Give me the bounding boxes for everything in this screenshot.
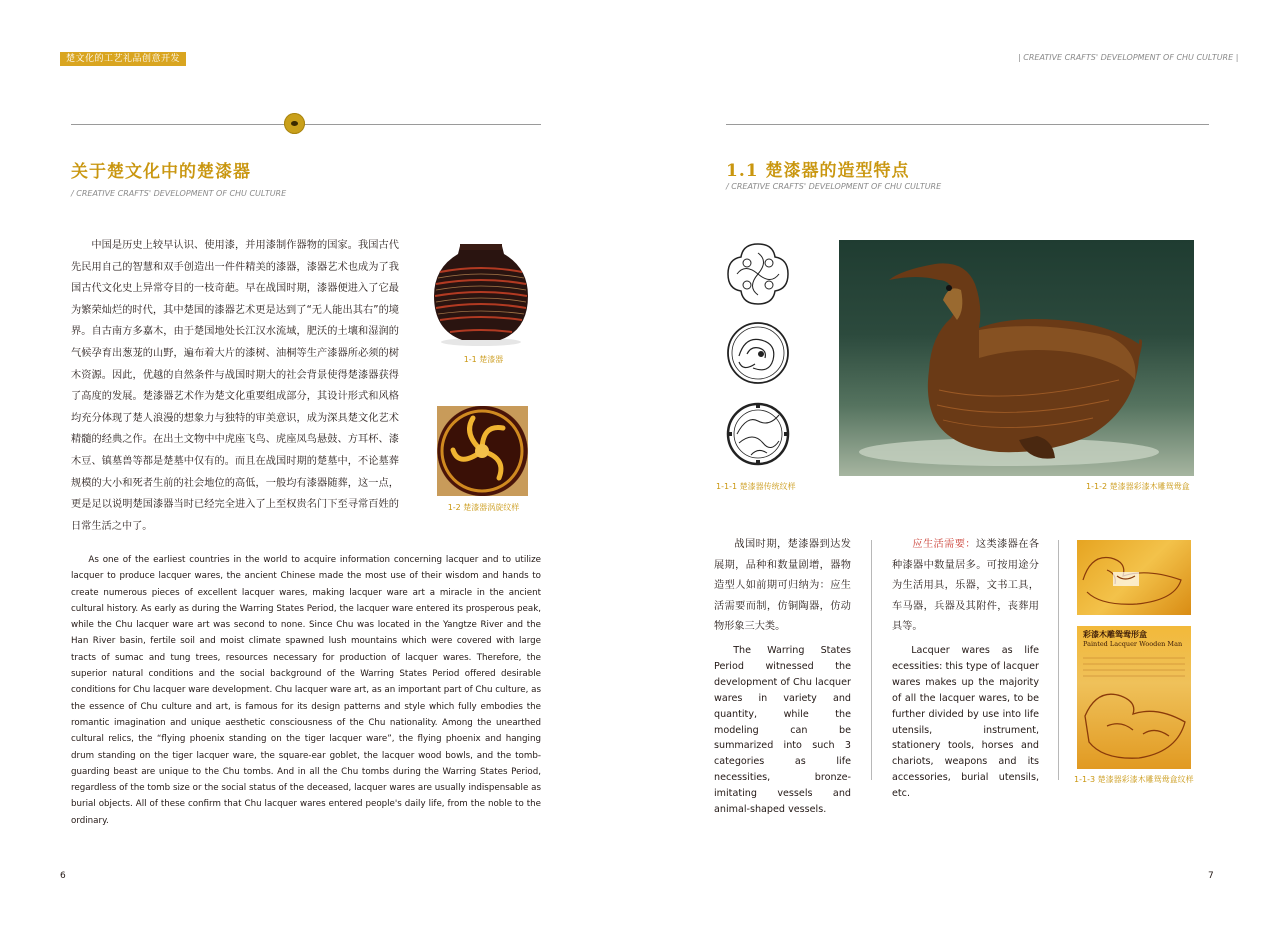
plaque-title: 彩漆木雕鸳鸯形盒	[1083, 630, 1147, 639]
page-number-left: 6	[60, 871, 66, 881]
header-tag: 楚文化的工艺礼品创意开发	[60, 52, 186, 66]
left-divider	[71, 124, 541, 125]
right-subtitle: / CREATIVE CRAFTS' DEVELOPMENT OF CHU CULTURE	[726, 182, 942, 191]
swirl-disc-image	[437, 406, 528, 496]
col2-cn-emphasis: 应生活需要：	[912, 539, 976, 550]
left-subtitle: / CREATIVE CRAFTS' DEVELOPMENT OF CHU CULTURE	[71, 189, 287, 198]
plaque-subtitle: Painted Lacquer Wooden Man	[1083, 640, 1183, 648]
column-divider-2	[1058, 540, 1059, 780]
right-divider	[726, 124, 1209, 125]
caption-jar: 1-1 楚漆器	[463, 355, 504, 364]
page-number-right: 7	[1208, 871, 1214, 881]
plaque-label-image	[1077, 626, 1191, 769]
left-cn-paragraph: 中国是历史上较早认识、使用漆，并用漆制作器物的国家。我国古代先民用自己的智慧和双手创造出一件件精美的漆器，漆器艺术也成为了我国古代文化史上异常夺目的一枝奇葩。早在战国时期，漆器便进入了它最为繁荣灿烂的时代，其中楚国的漆器艺术更是达到了“无人能出其右”的境界。自古南方多嘉木，由于楚国地处长江汉水流域，肥沃的土壤和湿润的气候孕育出葱茏的山野，遍布着大片的漆树、油桐等生产漆器所必须的树木资源。因此，优越的自然条件与战国时期大的社会背景使得楚漆器获得了高度的发展。楚漆器艺术作为楚文化重要组成部分，其设计形式和风格均充分体现了楚人浪漫的想象力与独特的审美意识，成为深具楚文化艺术精髓的经典之作。在出土文物中中虎座飞鸟、虎座凤鸟悬鼓、方耳杯、漆木豆、镇墓兽等都是楚墓中仅有的。而且在战国时期的楚墓中，不论墓葬规模的大小和死者生前的社会地位的高低，一般均有漆器随葬，这一点，更是足以说明楚国漆器当时已经完全进入了上至权贵名门下至寻常百姓的日常生活之中了。	[71, 240, 399, 532]
plaque-duck-pattern-image	[1077, 540, 1191, 615]
col1-cn-paragraph: 战国时期，楚漆器到达发展期，品种和数量剧增，器物造型人如前期可归纳为：应生活需要而制，仿铜陶器，仿动物形象三大类。	[714, 539, 851, 632]
col2-cn-text: 这类漆器在各种漆器中数量居多。可按用途分为生活用具，乐器，文书工具，车马器，兵器及其附件，丧葬用具等。	[892, 539, 1040, 632]
medallion-icon	[284, 113, 305, 134]
caption-plaque: 1-1-3 楚漆器彩漆木雕鸳鸯盒纹样	[1074, 775, 1194, 784]
caption-motifs: 1-1-1 楚漆器传统纹样	[716, 482, 796, 491]
col2-cn-paragraph	[892, 535, 1039, 638]
column-divider-1	[871, 540, 872, 780]
caption-duck: 1-1-2 楚漆器彩漆木雕鸳鸯盒	[1086, 482, 1190, 491]
col2-en-paragraph: Lacquer wares as life ecessities: this type of lacquer wares makes up the majority of all the lacquer wares, to be further divided by use into life utensils, instrument, stationery tools, horses and chariots, weapons and its accessories, burial utensils, etc.	[892, 645, 1039, 800]
right-title: 1.1 楚漆器的造型特点	[726, 161, 910, 181]
col1-en-paragraph: The Warring States Period witnessed the development of Chu lacquer wares in variety and quantity, while the modeling can be summarized into such 3 categories as life necessities, bronze-imitating vessels and animal-shaped vessels.	[714, 645, 851, 816]
left-title: 关于楚文化中的楚漆器	[71, 162, 251, 182]
motif-quatrefoil-icon	[725, 241, 791, 307]
caption-disc: 1-2 楚漆器涡旋纹样	[447, 503, 520, 512]
mandarin-duck-box-image	[839, 240, 1194, 476]
left-en-paragraph: As one of the earliest countries in the world to acquire information concerning lacquer and to utilize lacquer to produce lacquer wares, the ancient Chinese made the most use of their wisdom and hands to create numerous pieces of excellent lacquer wares, making lacquer ware art a miracle in the ancient cultural history. As early as during the Warring States Period, the lacquer ware entered its prosperous peak, while the Chu lacquer ware art was second to none. Since Chu was located in the Yangtze River and the Han River basin, fertile soil and moist climate spawned lush mountains which were covered with large tracts of sumac and tung trees, resources necessary for production of lacquer wares. Therefore, the superior natural conditions and the social background of the Warring States Period offered desirable conditions for Chu lacquer ware development. Chu lacquer ware art, as an important part of Chu culture, as the essence of Chu culture and art, is famous for its design patterns and style which fully embodies the romantic imagination and unique aesthetic consciousness of the Chu nationality. Among the unearthed cultural relics, the “flying phoenix standing on the tiger lacquer ware”, the flying phoenix and hanging drum standing on the tiger lacquer ware, the square-ear goblet, the lacquer wood bowls, and the tomb-guarding beast are unique to the Chu tombs. And in all the Chu tombs during the Warring States Period, regardless of the tomb size or the social status of the deceased, lacquer wares are usually indispensable as burial objects. All of these confirm that Chu lacquer wares entered people's daily life, from the noble to the ordinary.	[71, 555, 541, 826]
lacquer-jar-image	[430, 238, 533, 348]
motif-circle-phoenix-icon	[725, 401, 791, 467]
motif-circle-dragon-icon	[725, 320, 791, 386]
right-header: | CREATIVE CRAFTS' DEVELOPMENT OF CHU CULTURE |	[1018, 53, 1239, 62]
